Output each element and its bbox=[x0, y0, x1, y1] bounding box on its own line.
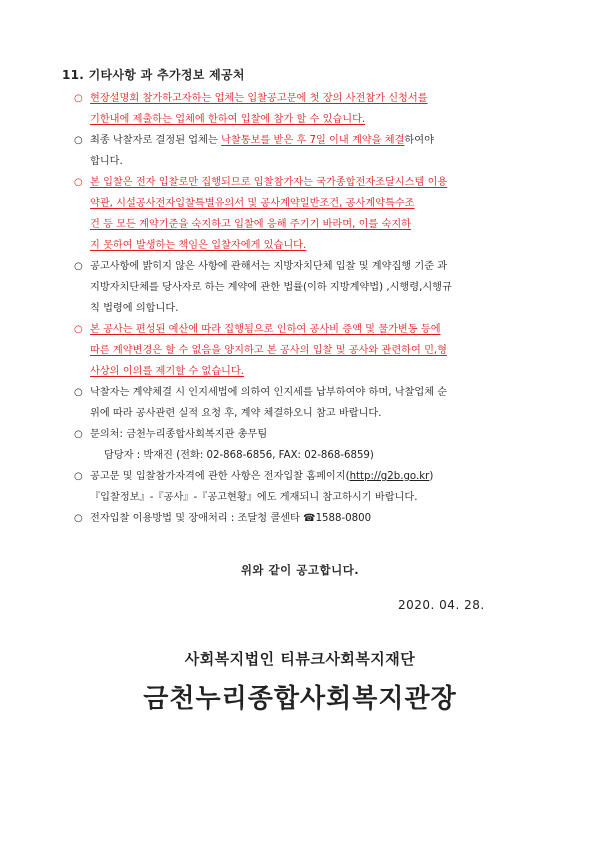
circle-bullet-icon: ○ bbox=[74, 93, 83, 104]
list-item bbox=[74, 382, 544, 424]
item-text: 전자입찰 이용방법 및 장애처리 : 조달청 콜센타 bbox=[90, 513, 304, 524]
item-line: 기한내에 제출하는 업체에 한하여 입찰에 참가 할 수 있습니다. bbox=[90, 114, 366, 125]
item-line: 지방자치단체를 당사자로 하는 계약에 관한 법률(이하 지방계약법) ,시행령,시행규 bbox=[90, 282, 452, 293]
circle-bullet-icon: ○ bbox=[74, 429, 83, 440]
list-item bbox=[74, 130, 544, 172]
item-line: 현장설명회 참가하고자하는 업체는 입찰공고문에 첫 장의 사전참가 신청서를 bbox=[90, 93, 428, 104]
circle-bullet-icon: ○ bbox=[74, 513, 83, 524]
item-line: 본 입찰은 전자 입찰로만 집행되므로 입찰참가자는 국가종합전자조달시스템 이용 bbox=[90, 177, 448, 188]
circle-bullet-icon: ○ bbox=[74, 471, 83, 482]
notice-date: 2020. 04. 28. bbox=[398, 598, 485, 612]
item-line: 공고사항에 밝히지 않은 사항에 관해서는 지방자치단체 입찰 및 계약집행 기준 과 bbox=[90, 261, 448, 272]
list-item bbox=[74, 172, 544, 256]
g2b-link[interactable]: http://g2b.go.kr bbox=[349, 471, 430, 482]
item-line: 칙 법령에 의합니다. bbox=[90, 303, 179, 314]
closing-statement: 위와 같이 공고합니다. bbox=[240, 563, 360, 577]
section-title: 11. 기타사항 과 추가정보 제공처 bbox=[62, 68, 245, 82]
item-text: 하여야 bbox=[404, 135, 434, 146]
circle-bullet-icon: ○ bbox=[74, 387, 83, 398]
item-text: 공고문 및 입찰참가자격에 관한 사항은 전자입찰 홈페이지( bbox=[90, 471, 350, 482]
circle-bullet-icon: ○ bbox=[74, 261, 83, 272]
notice-items bbox=[74, 88, 544, 529]
item-highlight: 낙찰통보를 받은 후 7일 이내 계약을 체결 bbox=[221, 135, 405, 146]
item-line: 건 등 모든 계약기준을 숙지하고 입찰에 응해 주기기 바라며, 이를 숙지하 bbox=[90, 219, 412, 230]
item-line: 따른 계약변경은 할 수 없음을 양지하고 본 공사의 입찰 및 공사와 관련하여 민,형 bbox=[90, 345, 448, 356]
foundation-name: 사회복지법인 티뷰크사회복지재단 bbox=[184, 650, 416, 668]
circle-bullet-icon: ○ bbox=[74, 135, 83, 146]
item-line: 낙찰자는 계약체결 시 인지세법에 의하여 인지세를 납부하여야 하며, 낙찰업체 순 bbox=[90, 387, 448, 398]
item-text: ) bbox=[429, 471, 434, 482]
circle-bullet-icon: ○ bbox=[74, 324, 83, 335]
contact-dept: 문의처: 금천누리종합사회복지관 총무팀 bbox=[90, 429, 268, 440]
phone-icon: ☎ bbox=[303, 513, 316, 524]
item-text: 최종 낙찰자로 결정된 업체는 bbox=[90, 135, 222, 146]
director-title: 금천누리종합사회복지관장 bbox=[143, 684, 457, 714]
list-item bbox=[74, 256, 544, 319]
item-line: 『입찰정보』-『공사』-『공고현황』에도 게재되니 참고하시기 바랍니다. bbox=[90, 492, 418, 503]
item-line: 본 공사는 편성된 예산에 따라 집행됨으로 인하여 공사비 증액 및 물가변동 등에 bbox=[90, 324, 441, 335]
list-item-contact bbox=[74, 424, 544, 466]
list-item bbox=[74, 88, 544, 130]
contact-person: 담당자 : 박재진 (전화: 02-868-6856, FAX: 02-868-6859) bbox=[104, 450, 374, 461]
item-line: 지 못하여 발생하는 책임은 입찰자에게 있습니다. bbox=[90, 240, 307, 251]
item-line: 합니다. bbox=[90, 156, 123, 167]
item-line: 사상의 이의를 제기할 수 없습니다. bbox=[90, 366, 244, 377]
list-item bbox=[74, 319, 544, 382]
item-line: 약관, 시설공사전자입찰특별유의서 및 공사계약일반조건, 공사계약특수조 bbox=[90, 198, 415, 209]
list-item bbox=[74, 508, 544, 529]
phone-number: 1588-0800 bbox=[315, 513, 372, 524]
list-item bbox=[74, 466, 544, 508]
circle-bullet-icon: ○ bbox=[74, 177, 83, 188]
item-line: 위에 따라 공사관련 실적 요청 후, 계약 체결하오니 참고 바랍니다. bbox=[90, 408, 382, 419]
